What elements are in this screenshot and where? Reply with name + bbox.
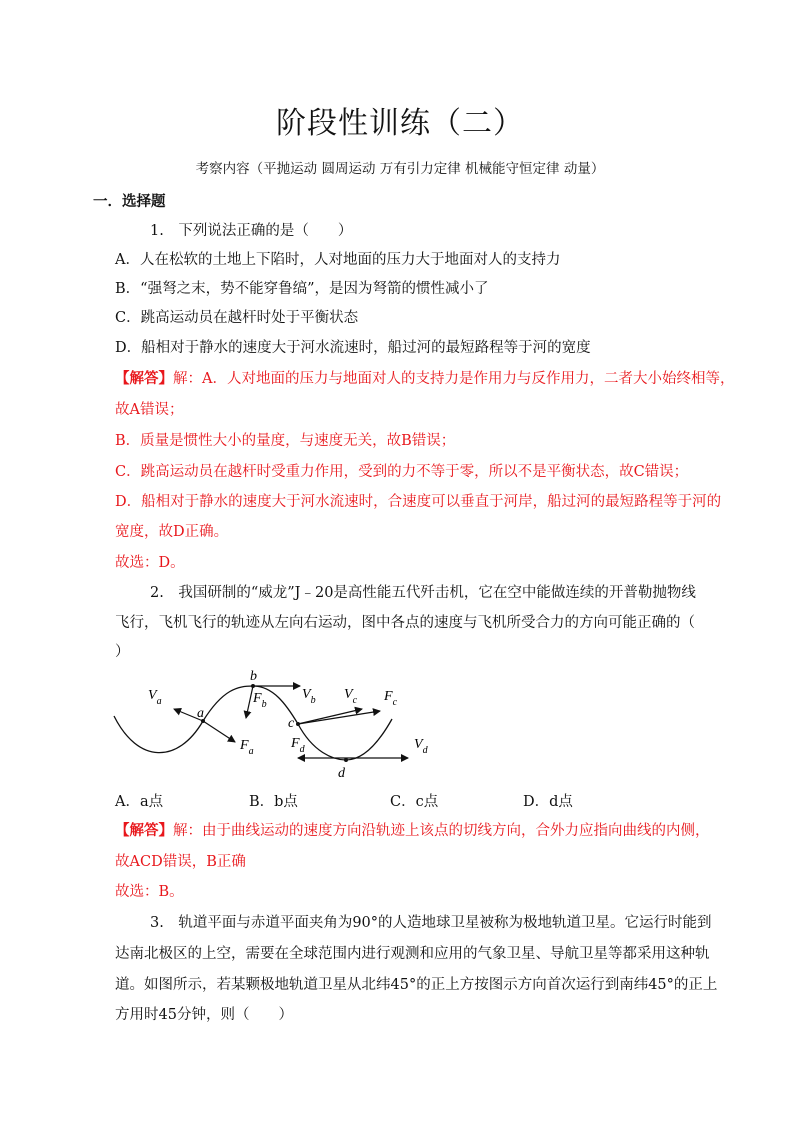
q1-option-c: C．跳高运动员在越杆时处于平衡状态 <box>115 310 359 326</box>
label-d: d <box>338 766 345 781</box>
q1-stem: 1. 下列说法正确的是（ ） <box>150 223 353 239</box>
label-fb: $F_b$ <box>253 691 267 710</box>
q2-stem-line-2: 飞行，飞机飞行的轨迹从左向右运动，图中各点的速度与飞机所受合力的方向可能正确的（ <box>115 615 695 631</box>
q2-stem-line-3: ） <box>115 644 130 660</box>
q2-stem-line-1: 2. 我国研制的“威龙”J﹣20是高性能五代歼击机，它在空中能做连续的开普勒抛物线 <box>150 585 696 601</box>
q1-choice: 故选：D。 <box>115 555 185 571</box>
q2-choice: 故选：B。 <box>115 884 184 900</box>
q2-answer-line-1 <box>115 819 710 840</box>
arrow-vc <box>298 709 362 724</box>
page-title: 阶段性训练（二） <box>276 106 524 141</box>
q2-answer-text-1: 解：由于曲线运动的速度方向沿轨迹上该点的切线方向，合外力应指向曲线的内侧， <box>173 823 710 839</box>
arrow-fa <box>203 721 235 742</box>
label-fc: $F_c$ <box>384 689 398 708</box>
q2-option-b: B．b点 <box>249 794 298 810</box>
q1-answer-line-6: 宽度，故D正确。 <box>115 524 229 540</box>
label-b: b <box>250 669 257 684</box>
trajectory-figure <box>108 664 448 784</box>
q1-answer-line-5: D．船相对于静水的速度大于河水流速时，合速度可以垂直于河岸，船过河的最短路程等于河的 <box>115 494 722 510</box>
q2-option-a: A．a点 <box>115 794 164 810</box>
q1-answer-tag: 【解答】 <box>115 370 173 387</box>
q1-answer-line-1 <box>115 367 734 388</box>
label-c: c <box>288 716 295 731</box>
q2-answer-tag: 【解答】 <box>115 822 173 839</box>
q3-stem-line-2: 达南北极区的上空，需要在全球范围内进行观测和应用的气象卫星、导航卫星等都采用这种轨 <box>115 946 710 962</box>
q2-answer-line-2: 故ACD错误，B正确 <box>115 854 246 870</box>
label-fd: $F_d$ <box>291 736 305 755</box>
label-vd: $V_d$ <box>414 737 428 756</box>
q1-option-b: B．“强弩之末，势不能穿鲁缟”，是因为弩箭的惯性减小了 <box>115 281 489 297</box>
q1-answer-line-4: C．跳高运动员在越杆时受重力作用，受到的力不等于零，所以不是平衡状态，故C错误； <box>115 464 689 480</box>
label-va: $V_a$ <box>148 688 162 707</box>
section-heading: 一．选择题 <box>93 193 166 210</box>
arrow-fb <box>246 686 253 718</box>
label-fa: $F_a$ <box>240 738 254 757</box>
q1-option-a: A．人在松软的土地上下陷时，人对地面的压力大于地面对人的支持力 <box>115 252 561 268</box>
arrow-fc <box>298 711 380 724</box>
q3-stem-line-4: 方用时45分钟，则（ ） <box>115 1007 293 1023</box>
label-vc: $V_c$ <box>344 687 358 706</box>
label-vb: $V_b$ <box>302 687 316 706</box>
q3-stem-line-3: 道。如图所示，若某颗极地轨道卫星从北纬45°的正上方按图示方向首次运行到南纬45°的正上 <box>115 977 718 993</box>
label-a: a <box>197 706 204 721</box>
q2-option-c: C．c点 <box>390 794 439 810</box>
q3-stem-line-1: 3. 轨道平面与赤道平面夹角为90°的人造地球卫星被称为极地轨道卫星。它运行时能到 <box>150 915 712 931</box>
page-subtitle: 考察内容（平抛运动 圆周运动 万有引力定律 机械能守恒定律 动量） <box>195 161 605 177</box>
q1-option-d: D．船相对于静水的速度大于河水流速时，船过河的最短路程等于河的宽度 <box>115 340 591 356</box>
q1-answer-line-3: B．质量是惯性大小的量度，与速度无关，故B错误； <box>115 433 456 449</box>
q2-option-d: D．d点 <box>523 794 573 810</box>
q1-answer-line-2: 故A错误； <box>115 402 184 418</box>
q1-answer-text-1: 解：A．人对地面的压力与地面对人的支持力是作用力与反作用力，二者大小始终相等， <box>173 371 735 387</box>
